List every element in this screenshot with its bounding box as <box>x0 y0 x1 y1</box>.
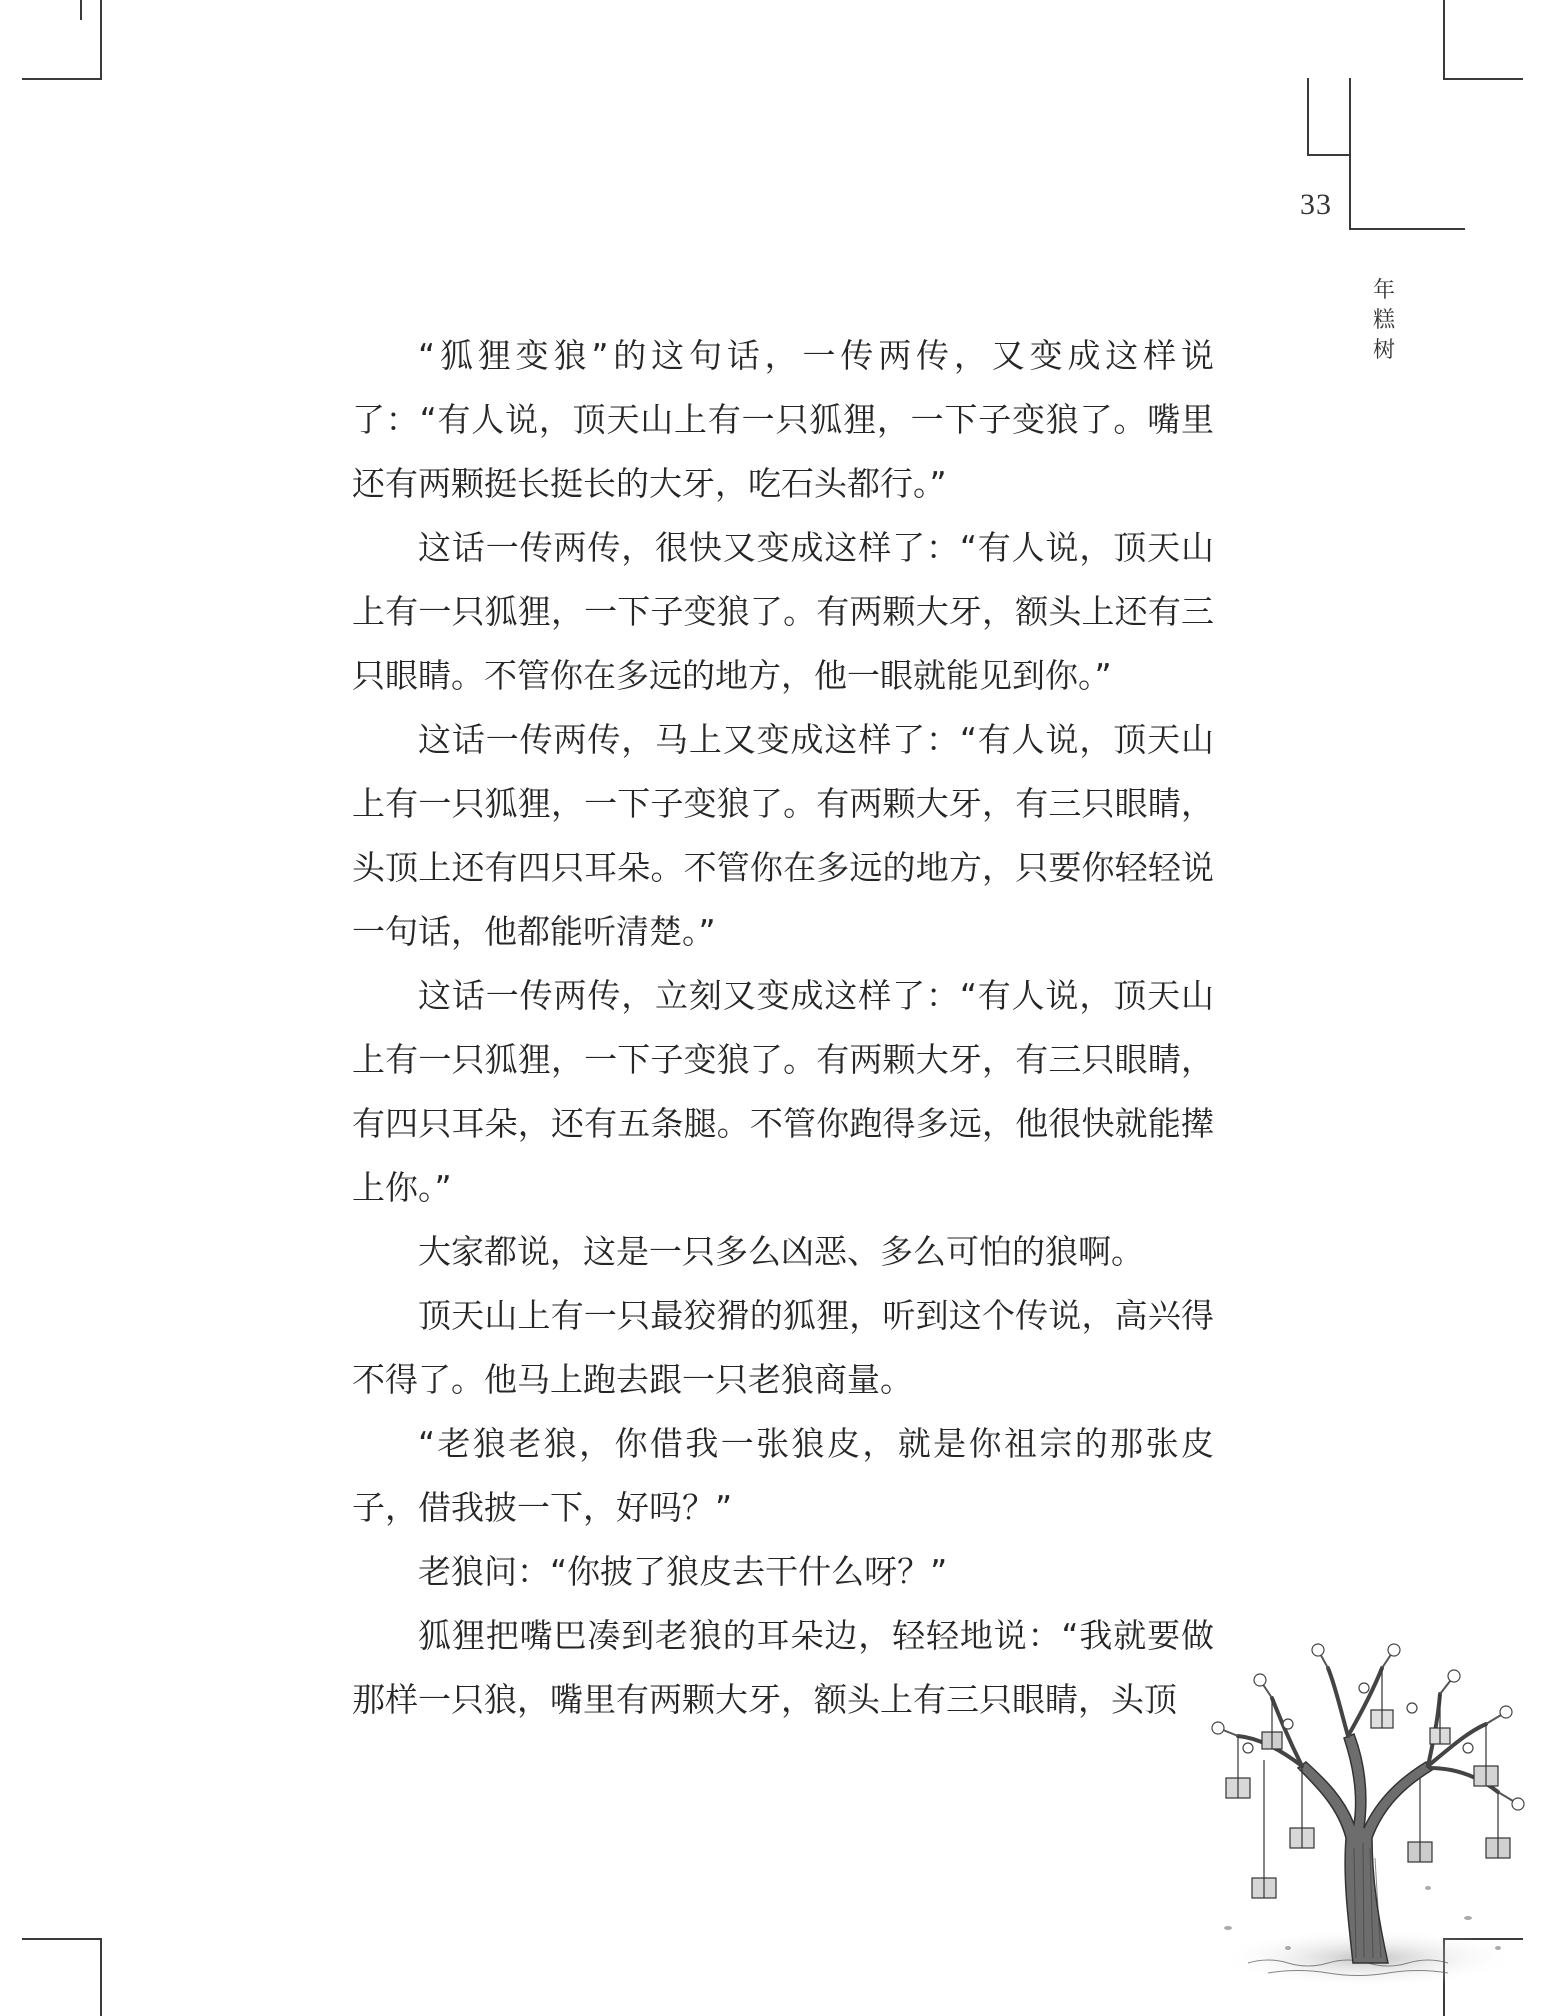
header-rule-h1 <box>1307 154 1351 156</box>
crop-mark-bottom-left-v <box>100 1938 102 2016</box>
crop-mark-top-left-h <box>22 78 102 80</box>
gift-tree-illustration <box>1168 1628 1543 2003</box>
paragraph: “狐狸变狼”的这句话，一传两传，又变成这样说了：“有人说，顶天山上有一只狐狸，一下子变狼了。嘴里还有两颗挺长挺长的大牙，吃石头都行。” <box>352 336 1214 503</box>
header-rule-h2 <box>1349 228 1465 230</box>
page-number: 33 <box>1300 188 1332 221</box>
paragraph: 狐狸把嘴巴凑到老狼的耳朵边，轻轻地说：“我就要做那样一只狼，嘴里有两颗大牙，额头上有三只眼睛，头顶 <box>352 1616 1214 1719</box>
paragraph: 大家都说，这是一只多么凶恶、多么可怕的狼啊。 <box>418 1232 1144 1271</box>
paragraph: 这话一传两传，马上又变成这样了：“有人说，顶天山上有一只狐狸，一下子变狼了。有两颗大牙，有三只眼睛，头顶上还有四只耳朵。不管你在多远的地方，只要你轻轻说一句话，他都能听清楚。” <box>352 720 1214 951</box>
body-text <box>352 324 1214 1732</box>
paragraph: 顶天山上有一只最狡猾的狐狸，听到这个传说，高兴得不得了。他马上跑去跟一只老狼商量。 <box>352 1296 1214 1399</box>
running-title-char: 年 <box>1372 278 1395 303</box>
crop-mark-top-right-h <box>1443 78 1523 80</box>
crop-mark-top-left-v2 <box>80 0 82 20</box>
header-rule-v1 <box>1307 78 1309 156</box>
paragraph: 这话一传两传，立刻又变成这样了：“有人说，顶天山上有一只狐狸，一下子变狼了。有两颗大牙，有三只眼睛，有四只耳朵，还有五条腿。不管你跑得多远，他很快就能撵上你。” <box>352 976 1214 1207</box>
crop-mark-top-right-v <box>1443 0 1445 80</box>
header-rule-v2 <box>1349 78 1351 230</box>
crop-mark-bottom-left-h <box>22 1938 102 1940</box>
running-title <box>1367 276 1401 366</box>
paragraph: “老狼老狼，你借我一张狼皮，就是你祖宗的那张皮子，借我披一下，好吗？” <box>352 1424 1214 1527</box>
running-title-char: 树 <box>1372 338 1395 363</box>
paragraph: 这话一传两传，很快又变成这样了：“有人说，顶天山上有一只狐狸，一下子变狼了。有两颗大牙，额头上还有三只眼睛。不管你在多远的地方，他一眼就能见到你。” <box>352 528 1214 695</box>
running-title-char: 糕 <box>1372 308 1395 333</box>
paragraph: 老狼问：“你披了狼皮去干什么呀？” <box>418 1552 948 1591</box>
crop-mark-top-left-v <box>100 0 102 80</box>
